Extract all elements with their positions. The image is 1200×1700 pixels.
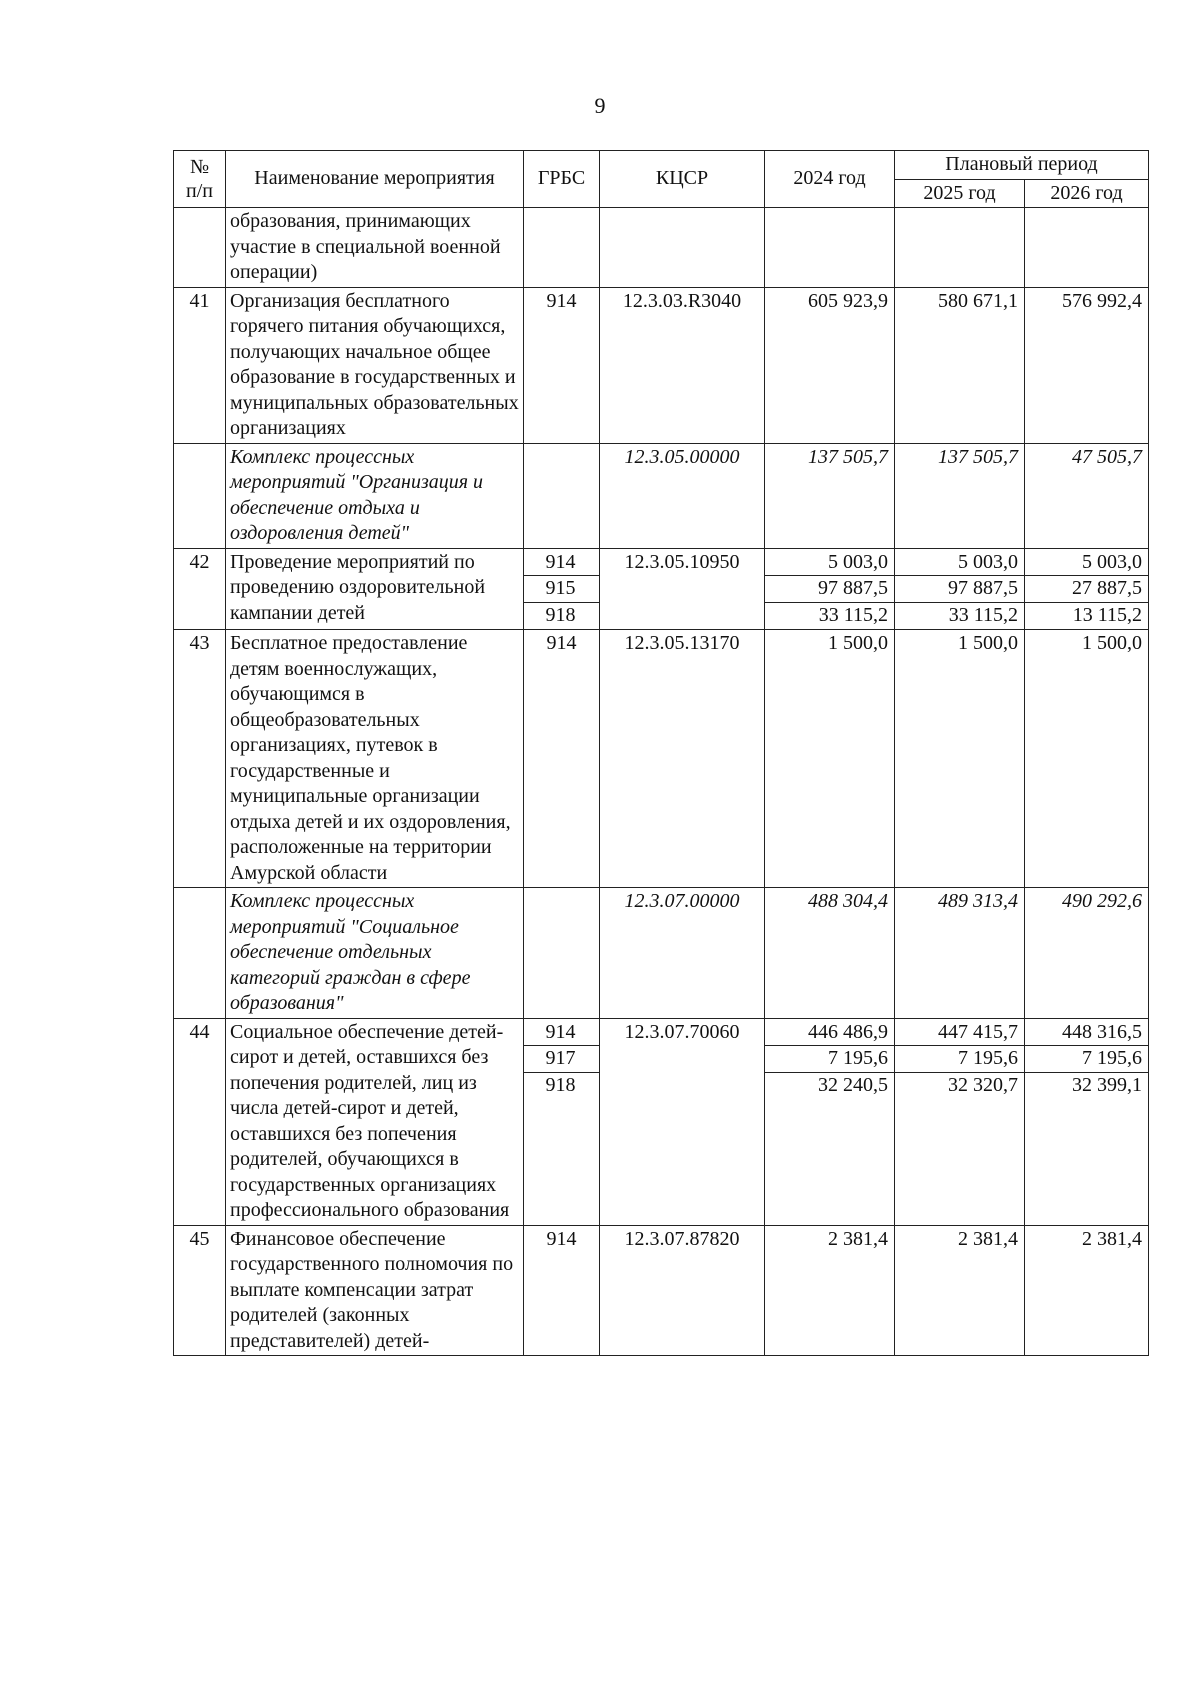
row-name: Бесплатное предоставление детям военнослужащих, обучающимся в общеобразовательных организациях, путевок в государственные и муниципальные организации отдыха детей и их оздоровления, расположенные на территории Амурской области xyxy=(226,630,524,888)
header-name: Наименование мероприятия xyxy=(226,151,524,208)
row-2024: 137 505,7 xyxy=(765,443,895,548)
row-name: Организация бесплатного горячего питания обучающихся, получающих начальное общее образование в государственных и муниципальных образовательных организациях xyxy=(226,287,524,443)
row-2024: 488 304,4 xyxy=(765,888,895,1019)
row-grbs-value: 915 xyxy=(524,576,599,603)
table-row xyxy=(174,1225,1149,1356)
row-2025: 580 671,1 xyxy=(895,287,1025,443)
row-kcsr xyxy=(600,208,765,288)
row-number: 42 xyxy=(174,548,226,630)
row-name: Социальное обеспечение детей-сирот и детей, оставшихся без попечения родителей, лиц из числа детей-сирот и детей, оставшихся без попечения родителей, обучающихся в государственных организациях профессионального образования xyxy=(226,1018,524,1225)
row-2026-value: 7 195,6 xyxy=(1025,1046,1148,1073)
row-number: 44 xyxy=(174,1018,226,1225)
row-number: 41 xyxy=(174,287,226,443)
row-grbs-value: 914 xyxy=(524,550,599,577)
header-2026: 2026 год xyxy=(1025,179,1149,208)
row-grbs xyxy=(524,208,600,288)
row-2026-value: 27 887,5 xyxy=(1025,576,1148,603)
row-2025: 2 381,4 xyxy=(895,1225,1025,1356)
row-name: Комплекс процессных мероприятий "Социальное обеспечение отдельных категорий граждан в сфере образования" xyxy=(226,888,524,1019)
table-row xyxy=(174,287,1149,443)
row-number: 45 xyxy=(174,1225,226,1356)
row-2024 xyxy=(765,548,895,630)
row-grbs: 914 xyxy=(524,630,600,888)
row-2024-value: 5 003,0 xyxy=(765,550,894,577)
row-2025: 137 505,7 xyxy=(895,443,1025,548)
row-2025-value: 7 195,6 xyxy=(895,1046,1024,1073)
row-2026-value: 13 115,2 xyxy=(1072,603,1143,626)
row-grbs xyxy=(524,888,600,1019)
row-2026: 1 500,0 xyxy=(1025,630,1149,888)
row-2025-value: 5 003,0 xyxy=(895,550,1024,577)
row-name: образования, принимающих участие в специальной военной операции) xyxy=(226,208,524,288)
row-2026: 2 381,4 xyxy=(1025,1225,1149,1356)
row-2024: 1 500,0 xyxy=(765,630,895,888)
row-number xyxy=(174,888,226,1019)
row-2025 xyxy=(895,1018,1025,1225)
row-2024 xyxy=(765,208,895,288)
row-name: Проведение мероприятий по проведению оздоровительной кампании детей xyxy=(226,548,524,630)
table-row xyxy=(174,630,1149,888)
page-number: 9 xyxy=(594,93,606,118)
row-2024-value: 7 195,6 xyxy=(765,1046,894,1073)
header-num: № п/п xyxy=(174,151,226,208)
header-row xyxy=(174,151,1149,180)
row-2024: 2 381,4 xyxy=(765,1225,895,1356)
row-2025-value: 33 115,2 xyxy=(948,603,1018,626)
budget-table xyxy=(173,150,1149,1356)
table-body xyxy=(174,208,1149,1356)
row-grbs-value: 917 xyxy=(524,1046,599,1073)
header-planned-period: Плановый период xyxy=(895,151,1149,180)
row-2024-value: 446 486,9 xyxy=(765,1020,894,1047)
row-2025-value: 32 320,7 xyxy=(948,1073,1018,1096)
header-2025: 2025 год xyxy=(895,179,1025,208)
row-2024-value: 33 115,2 xyxy=(818,603,888,626)
row-2024 xyxy=(765,1018,895,1225)
row-2026 xyxy=(1025,548,1149,630)
row-2026-value: 32 399,1 xyxy=(1072,1073,1143,1096)
table-row xyxy=(174,208,1149,288)
row-number xyxy=(174,208,226,288)
row-grbs: 914 xyxy=(524,287,600,443)
row-2026 xyxy=(1025,208,1149,288)
row-kcsr: 12.3.07.87820 xyxy=(600,1225,765,1356)
row-2024-value: 32 240,5 xyxy=(818,1073,888,1096)
row-grbs-value: 918 xyxy=(545,1073,576,1096)
row-kcsr: 12.3.03.R3040 xyxy=(600,287,765,443)
header-grbs: ГРБС xyxy=(524,151,600,208)
row-number xyxy=(174,443,226,548)
row-kcsr: 12.3.05.00000 xyxy=(600,443,765,548)
row-2025: 1 500,0 xyxy=(895,630,1025,888)
row-2025: 489 313,4 xyxy=(895,888,1025,1019)
row-2025 xyxy=(895,548,1025,630)
header-2024: 2024 год xyxy=(765,151,895,208)
table-row xyxy=(174,548,1149,630)
row-kcsr: 12.3.05.13170 xyxy=(600,630,765,888)
row-2025-value: 447 415,7 xyxy=(895,1020,1024,1047)
row-2026: 490 292,6 xyxy=(1025,888,1149,1019)
row-kcsr: 12.3.07.70060 xyxy=(600,1018,765,1225)
row-name: Комплекс процессных мероприятий "Организация и обеспечение отдыха и оздоровления детей" xyxy=(226,443,524,548)
row-name: Финансовое обеспечение государственного полномочия по выплате компенсации затрат родителей (законных представителей) детей- xyxy=(226,1225,524,1356)
row-grbs-value: 918 xyxy=(545,603,576,626)
row-2026: 47 505,7 xyxy=(1025,443,1149,548)
row-2025-value: 97 887,5 xyxy=(895,576,1024,603)
row-2024: 605 923,9 xyxy=(765,287,895,443)
table-row xyxy=(174,443,1149,548)
row-2025 xyxy=(895,208,1025,288)
table-row xyxy=(174,888,1149,1019)
row-2026 xyxy=(1025,1018,1149,1225)
row-2024-value: 97 887,5 xyxy=(765,576,894,603)
row-2026-value: 5 003,0 xyxy=(1025,550,1148,577)
row-grbs xyxy=(524,548,600,630)
table-row xyxy=(174,1018,1149,1225)
row-grbs-value: 914 xyxy=(524,1020,599,1047)
row-2026: 576 992,4 xyxy=(1025,287,1149,443)
row-grbs xyxy=(524,1018,600,1225)
row-grbs xyxy=(524,443,600,548)
row-kcsr: 12.3.05.10950 xyxy=(600,548,765,630)
row-number: 43 xyxy=(174,630,226,888)
row-grbs: 914 xyxy=(524,1225,600,1356)
row-kcsr: 12.3.07.00000 xyxy=(600,888,765,1019)
header-kcsr: КЦСР xyxy=(600,151,765,208)
row-2026-value: 448 316,5 xyxy=(1025,1020,1148,1047)
